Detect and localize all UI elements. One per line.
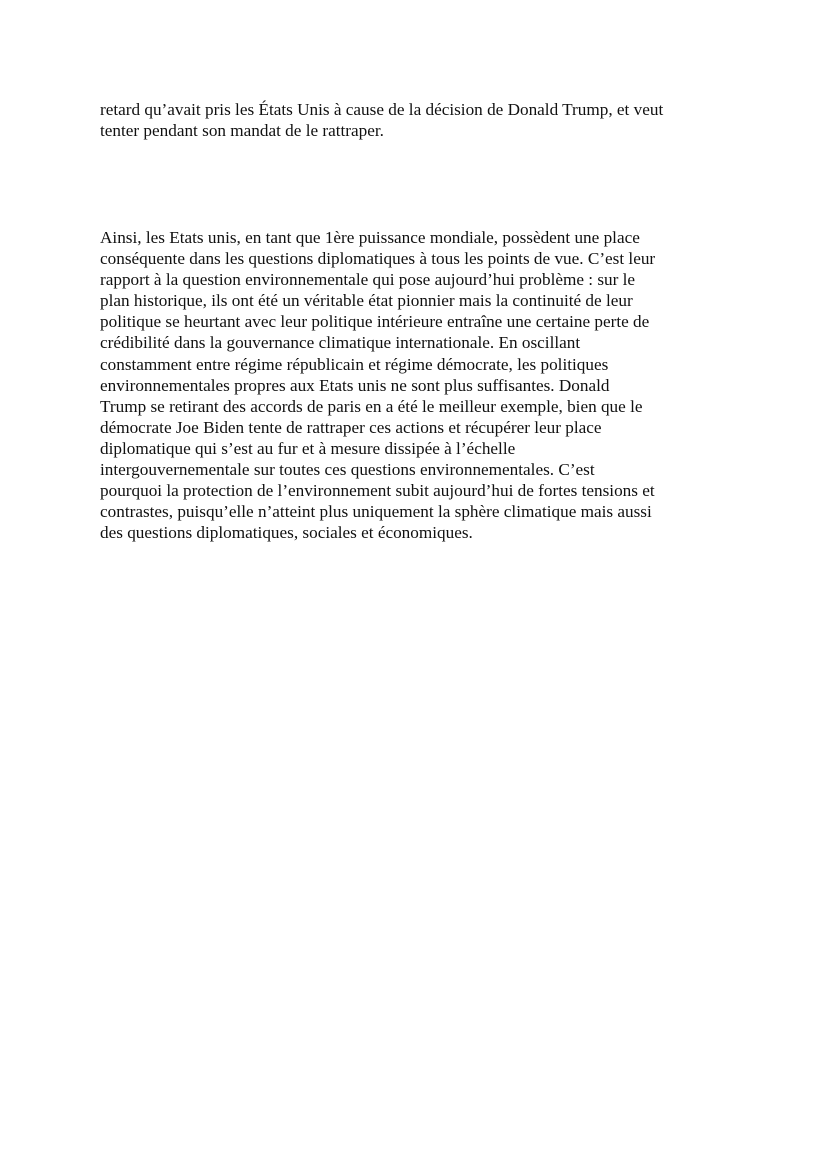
- text-line: Ainsi, les Etats unis, en tant que 1ère puissance mondiale, possèdent une place: [100, 228, 640, 247]
- text-line: pourquoi la protection de l’environnement subit aujourd’hui de fortes tensions et: [100, 481, 655, 501]
- text-line: constamment entre régime républicain et régime démocrate, les politiques: [100, 354, 609, 374]
- text-line: diplomatique qui s’est au fur et à mesure dissipée à l’échelle: [100, 438, 516, 458]
- text-line: politique se heurtant avec leur politique intérieure entraîne une certaine perte de: [100, 312, 650, 332]
- text-line: Trump se retirant des accords de paris en a été le meilleur exemple, bien que le: [100, 396, 643, 416]
- text-line: démocrate Joe Biden tente de rattraper ces actions et récupérer leur place: [100, 417, 602, 437]
- text-line: conséquente dans les questions diplomatiques à tous les points de vue. C’est leur: [100, 249, 656, 269]
- text-line: tenter pendant son mandat de le rattraper.: [100, 121, 384, 141]
- text-line: environnementales propres aux Etats unis ne sont plus suffisantes. Donald: [100, 375, 610, 395]
- paragraph-conclusion: [100, 227, 740, 543]
- text-line: crédibilité dans la gouvernance climatique internationale. En oscillant: [100, 333, 581, 353]
- paragraph-continuation: [100, 99, 740, 141]
- text-line: retard qu’avait pris les États Unis à cause de la décision de Donald Trump, et veut: [100, 100, 664, 119]
- text-line: des questions diplomatiques, sociales et économiques.: [100, 523, 473, 543]
- text-line: contrastes, puisqu’elle n’atteint plus uniquement la sphère climatique mais aussi: [100, 502, 652, 522]
- text-line: rapport à la question environnementale qui pose aujourd’hui problème : sur le: [100, 270, 636, 290]
- text-line: intergouvernementale sur toutes ces questions environnementales. C’est: [100, 460, 595, 480]
- text-line: plan historique, ils ont été un véritable état pionnier mais la continuité de leur: [100, 291, 633, 311]
